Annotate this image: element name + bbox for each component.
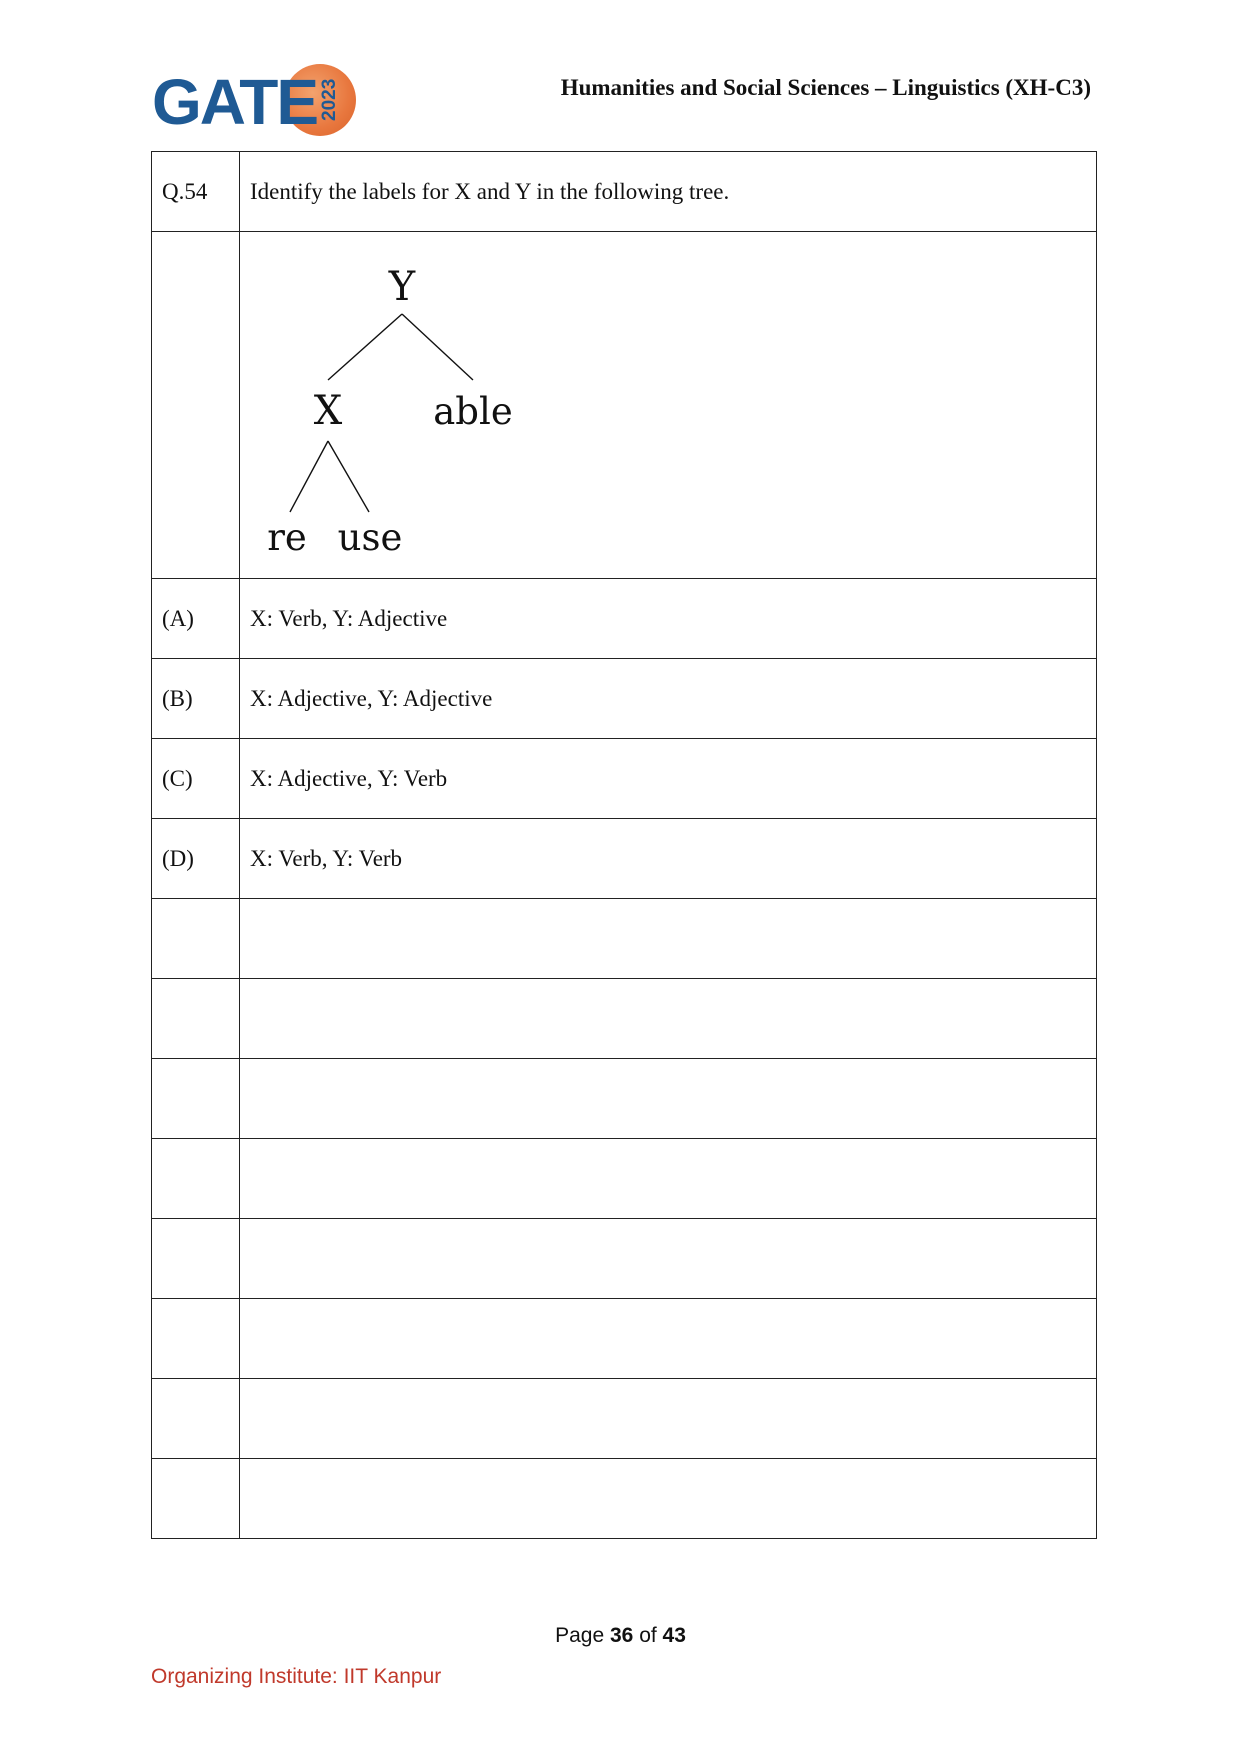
- gate-2023-logo: [152, 60, 362, 140]
- empty-cell: [240, 1059, 1097, 1139]
- option-label: (A): [152, 579, 240, 659]
- empty-row: [152, 899, 1097, 979]
- tree-edge-x-right: [328, 441, 369, 512]
- syntax-tree-diagram: [240, 232, 640, 576]
- empty-cell: [152, 1299, 240, 1379]
- tree-cell: [240, 232, 1097, 579]
- option-text: X: Verb, Y: Adjective: [240, 579, 1097, 659]
- empty-cell: [240, 1219, 1097, 1299]
- option-text: X: Adjective, Y: Adjective: [240, 659, 1097, 739]
- page-current: 36: [609, 1624, 634, 1647]
- logo-year: 2023: [319, 78, 340, 122]
- tree-node-use: use: [337, 516, 403, 559]
- option-row-d: [152, 819, 1097, 899]
- option-row-c: [152, 739, 1097, 819]
- empty-row: [152, 1299, 1097, 1379]
- option-label: (C): [152, 739, 240, 819]
- tree-node-root: Y: [388, 264, 416, 310]
- question-text: Identify the labels for X and Y in the following tree.: [240, 152, 1097, 232]
- empty-cell: [152, 979, 240, 1059]
- empty-row: [152, 1219, 1097, 1299]
- empty-cell: [152, 899, 240, 979]
- tree-edge-x-left: [290, 441, 328, 512]
- tree-node-x: X: [313, 388, 343, 434]
- option-label: (B): [152, 659, 240, 739]
- page-of: of: [639, 1624, 657, 1647]
- option-row-b: [152, 659, 1097, 739]
- empty-row: [152, 1379, 1097, 1459]
- organizing-institute: Organizing Institute: IIT Kanpur: [151, 1665, 442, 1688]
- empty-row: [152, 1059, 1097, 1139]
- empty-cell: [240, 1379, 1097, 1459]
- empty-row: [152, 979, 1097, 1059]
- empty-cell: [240, 1139, 1097, 1219]
- empty-cell: [152, 1139, 240, 1219]
- tree-edge-root-right: [402, 314, 473, 380]
- tree-row: [152, 232, 1097, 579]
- question-number: Q.54: [152, 152, 240, 232]
- empty-cell: [152, 1059, 240, 1139]
- empty-cell: [240, 899, 1097, 979]
- empty-cell: [240, 1459, 1097, 1539]
- tree-node-re: re: [267, 516, 307, 559]
- empty-row: [152, 1459, 1097, 1539]
- empty-cell: [152, 1379, 240, 1459]
- question-table: [151, 151, 1097, 1539]
- page-prefix: Page: [555, 1624, 605, 1647]
- option-text: X: Verb, Y: Verb: [240, 819, 1097, 899]
- tree-node-able: able: [433, 390, 513, 433]
- tree-row-empty-cell: [152, 232, 240, 579]
- page-total: 43: [662, 1624, 686, 1647]
- empty-cell: [240, 979, 1097, 1059]
- empty-cell: [240, 1299, 1097, 1379]
- option-label: (D): [152, 819, 240, 899]
- empty-row: [152, 1139, 1097, 1219]
- empty-cell: [152, 1219, 240, 1299]
- tree-edge-root-left: [328, 314, 402, 380]
- option-text: X: Adjective, Y: Verb: [240, 739, 1097, 819]
- logo-text: GATE: [152, 66, 318, 138]
- option-row-a: [152, 579, 1097, 659]
- question-row: [152, 152, 1097, 232]
- empty-cell: [152, 1459, 240, 1539]
- paper-title: Humanities and Social Sciences – Linguistics (XH-C3): [560, 75, 1091, 100]
- page-number: [0, 1624, 1241, 1648]
